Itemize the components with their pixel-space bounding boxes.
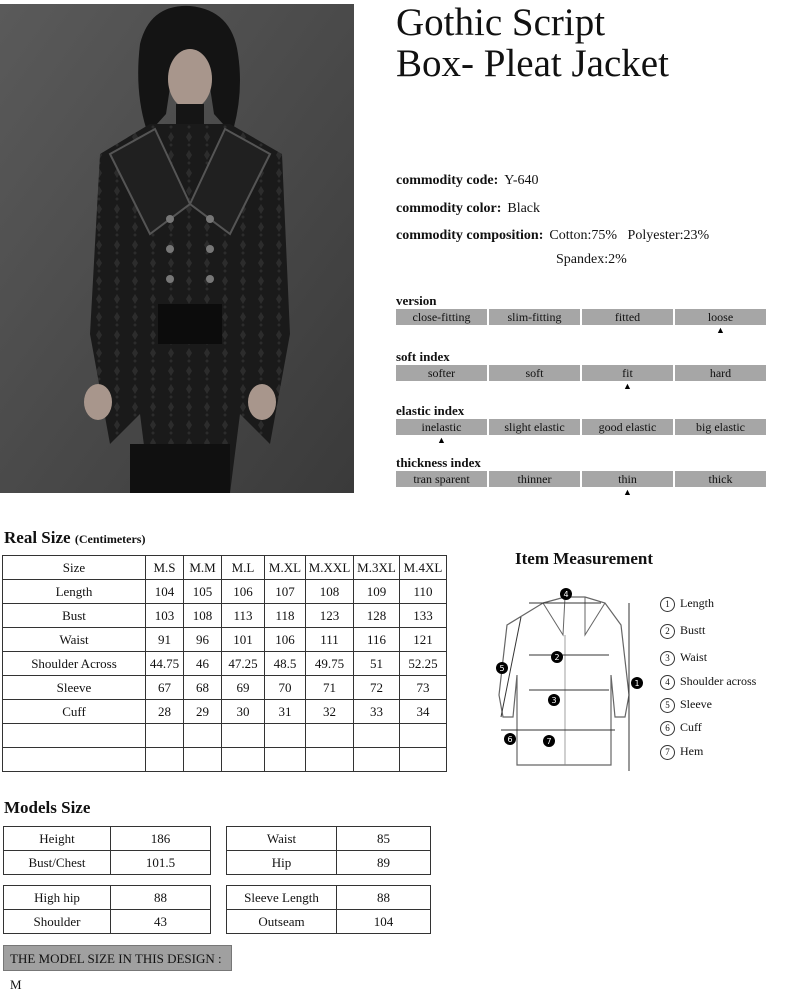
legend-number: 7 <box>660 745 675 760</box>
legend-label: Hem <box>680 744 704 758</box>
svg-text:5: 5 <box>499 664 505 673</box>
scale-elastic-index <box>396 403 766 445</box>
real-size-table <box>2 555 447 772</box>
table-row <box>3 700 447 724</box>
row-label: Shoulder Across <box>3 652 146 676</box>
header-cell: M.4XL <box>400 556 447 580</box>
table-cell: 51 <box>354 652 400 676</box>
commodity-code <box>396 173 539 189</box>
scale-soft-label: soft index <box>396 349 450 364</box>
table-row <box>4 851 211 875</box>
model-label: Height <box>4 827 111 851</box>
table-cell: 133 <box>400 604 447 628</box>
table-cell: 73 <box>400 676 447 700</box>
models-table-1 <box>3 826 211 875</box>
scale-option: big elastic <box>675 419 766 435</box>
scale-option: close-fitting <box>396 309 487 325</box>
real-size-title <box>4 528 145 548</box>
table-cell: 72 <box>354 676 400 700</box>
title-line-1: Gothic Script <box>396 1 606 44</box>
commodity-color <box>396 201 540 217</box>
legend-item <box>660 674 756 690</box>
table-row <box>4 827 211 851</box>
table-cell: 104 <box>146 580 184 604</box>
legend-label: Shoulder across <box>680 674 757 688</box>
commodity-color-label: commodity color: <box>396 201 502 216</box>
table-cell: 47.25 <box>222 652 265 676</box>
scale-option-label: loose <box>707 310 734 324</box>
table-cell: 32 <box>306 700 354 724</box>
table-cell: 118 <box>265 604 306 628</box>
commodity-composition-2: Spandex:2% <box>556 252 627 267</box>
scale-option: tran sparent <box>396 471 487 487</box>
legend-label: Sleeve <box>680 697 712 711</box>
table-cell: 106 <box>222 580 265 604</box>
commodity-code-value: Y-640 <box>504 173 539 188</box>
table-cell: 107 <box>265 580 306 604</box>
table-row-empty <box>3 748 447 772</box>
model-value: 85 <box>337 827 431 851</box>
scale-option-selected <box>582 365 673 391</box>
table-cell: 123 <box>306 604 354 628</box>
model-value: 88 <box>337 886 431 910</box>
product-title <box>396 2 669 84</box>
table-cell: 108 <box>184 604 222 628</box>
header-cell: Size <box>3 556 146 580</box>
table-row <box>3 628 447 652</box>
models-table-4 <box>226 885 431 934</box>
header-cell: M.XL <box>265 556 306 580</box>
legend-number: 2 <box>660 624 675 639</box>
legend-item <box>660 623 705 639</box>
table-row <box>3 676 447 700</box>
table-cell: 49.75 <box>306 652 354 676</box>
header-cell: M.S <box>146 556 184 580</box>
model-label: Waist <box>227 827 337 851</box>
legend-item <box>660 720 702 736</box>
real-size-unit: (Centimeters) <box>74 532 146 546</box>
selected-marker-icon: ▲ <box>623 487 632 497</box>
table-cell: 52.25 <box>400 652 447 676</box>
table-cell: 105 <box>184 580 222 604</box>
svg-text:6: 6 <box>507 735 513 744</box>
jacket-diagram <box>493 585 648 775</box>
table-row <box>3 652 447 676</box>
model-value: 43 <box>111 910 211 934</box>
commodity-color-value: Black <box>507 201 541 216</box>
real-size-heading: Real Size <box>4 528 71 547</box>
table-cell: 67 <box>146 676 184 700</box>
table-row <box>227 910 431 934</box>
legend-number: 3 <box>660 651 675 666</box>
model-size-note: THE MODEL SIZE IN THIS DESIGN : M <box>3 945 232 971</box>
table-cell: 103 <box>146 604 184 628</box>
legend-number: 1 <box>660 597 675 612</box>
product-photo <box>0 4 354 493</box>
model-value: 88 <box>111 886 211 910</box>
model-label: High hip <box>4 886 111 910</box>
scale-option: fitted <box>582 309 673 325</box>
table-cell: 91 <box>146 628 184 652</box>
table-row <box>227 827 431 851</box>
table-cell: 108 <box>306 580 354 604</box>
table-cell: 106 <box>265 628 306 652</box>
model-label: Sleeve Length <box>227 886 337 910</box>
legend-label: Waist <box>680 650 708 664</box>
table-cell: 34 <box>400 700 447 724</box>
table-cell: 116 <box>354 628 400 652</box>
scale-version-label: version <box>396 293 437 308</box>
svg-text:7: 7 <box>546 737 552 746</box>
table-cell: 113 <box>222 604 265 628</box>
legend-number: 5 <box>660 698 675 713</box>
table-row <box>227 886 431 910</box>
table-cell: 28 <box>146 700 184 724</box>
scale-soft-index <box>396 349 766 391</box>
models-size-title: Models Size <box>4 798 91 817</box>
table-cell: 68 <box>184 676 222 700</box>
table-cell: 44.75 <box>146 652 184 676</box>
row-label: Cuff <box>3 700 146 724</box>
table-cell: 111 <box>306 628 354 652</box>
commodity-code-label: commodity code: <box>396 173 499 188</box>
legend-label: Cuff <box>680 720 702 734</box>
scale-option: softer <box>396 365 487 381</box>
model-value: 89 <box>337 851 431 875</box>
selected-marker-icon: ▲ <box>437 435 446 445</box>
table-cell: 31 <box>265 700 306 724</box>
selected-marker-icon: ▲ <box>623 381 632 391</box>
table-cell: 46 <box>184 652 222 676</box>
table-row <box>4 886 211 910</box>
model-value: 104 <box>337 910 431 934</box>
scale-option: soft <box>489 365 580 381</box>
scale-option: hard <box>675 365 766 381</box>
svg-text:1: 1 <box>634 679 640 688</box>
scale-version <box>396 293 766 335</box>
header-cell: M.XXL <box>306 556 354 580</box>
row-label: Length <box>3 580 146 604</box>
table-cell: 109 <box>354 580 400 604</box>
legend-number: 4 <box>660 675 675 690</box>
model-label: Outseam <box>227 910 337 934</box>
model-value: 101.5 <box>111 851 211 875</box>
commodity-composition-label: commodity composition: <box>396 228 544 243</box>
legend-item <box>660 650 707 666</box>
table-cell: 110 <box>400 580 447 604</box>
scale-option: slight elastic <box>489 419 580 435</box>
header-cell: M.3XL <box>354 556 400 580</box>
title-line-2: Box- Pleat Jacket <box>396 42 669 85</box>
table-cell: 29 <box>184 700 222 724</box>
scale-option-selected <box>582 471 673 497</box>
scale-option: thinner <box>489 471 580 487</box>
scale-option-label: thin <box>618 472 637 486</box>
table-row-empty <box>3 724 447 748</box>
legend-label: Bustt <box>680 623 706 637</box>
models-table-2 <box>226 826 431 875</box>
svg-text:2: 2 <box>554 653 560 662</box>
table-cell: 121 <box>400 628 447 652</box>
row-label: Waist <box>3 628 146 652</box>
model-label: Bust/Chest <box>4 851 111 875</box>
model-label: Hip <box>227 851 337 875</box>
scale-elastic-label: elastic index <box>396 403 465 418</box>
table-cell: 71 <box>306 676 354 700</box>
scale-option-label: fit <box>622 366 633 380</box>
model-value: 186 <box>111 827 211 851</box>
scale-option: good elastic <box>582 419 673 435</box>
models-table-3 <box>3 885 211 934</box>
table-cell: 128 <box>354 604 400 628</box>
commodity-composition <box>396 228 709 244</box>
scale-option-selected <box>675 309 766 335</box>
legend-label: Length <box>680 596 714 610</box>
row-label: Bust <box>3 604 146 628</box>
row-label: Sleeve <box>3 676 146 700</box>
scale-option: thick <box>675 471 766 487</box>
selected-marker-icon: ▲ <box>716 325 725 335</box>
table-cell: 33 <box>354 700 400 724</box>
table-cell: 96 <box>184 628 222 652</box>
legend-item <box>660 744 703 760</box>
header-cell: M.M <box>184 556 222 580</box>
item-measurement-title: Item Measurement <box>515 549 654 568</box>
commodity-composition-value: Cotton:75% Polyester:23% <box>549 228 710 243</box>
model-label: Shoulder <box>4 910 111 934</box>
table-header-row <box>3 556 447 580</box>
scale-option: slim-fitting <box>489 309 580 325</box>
scale-thickness-label: thickness index <box>396 455 481 470</box>
scale-thickness-index <box>396 455 766 497</box>
legend-item <box>660 596 714 612</box>
legend-number: 6 <box>660 721 675 736</box>
table-row <box>4 910 211 934</box>
table-row <box>227 851 431 875</box>
header-cell: M.L <box>222 556 265 580</box>
table-cell: 69 <box>222 676 265 700</box>
table-cell: 30 <box>222 700 265 724</box>
table-row <box>3 604 447 628</box>
svg-text:3: 3 <box>551 696 557 705</box>
table-cell: 101 <box>222 628 265 652</box>
table-row <box>3 580 447 604</box>
scale-option-selected <box>396 419 487 445</box>
scale-option-label: inelastic <box>421 420 462 434</box>
svg-text:4: 4 <box>563 590 569 599</box>
table-cell: 70 <box>265 676 306 700</box>
table-cell: 48.5 <box>265 652 306 676</box>
legend-item <box>660 697 712 713</box>
